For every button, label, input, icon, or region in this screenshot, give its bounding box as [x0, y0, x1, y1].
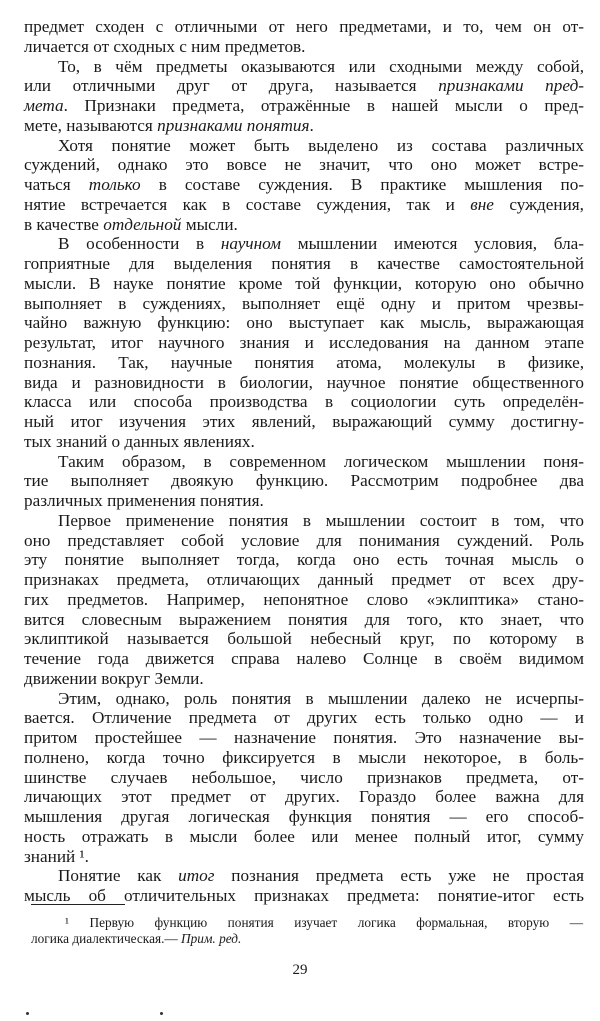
text-line	[24, 471, 584, 491]
scan-speck	[26, 1012, 29, 1015]
text-line	[24, 373, 584, 393]
text-line	[24, 787, 584, 807]
italic-text: итог	[178, 866, 215, 886]
text-segment: Хотя понятие может быть выделено из состава различных	[58, 135, 584, 155]
text-line	[24, 57, 584, 77]
text-segment: гоприятные для выделения понятия в качестве самостоятельной	[24, 254, 584, 273]
text-line	[24, 294, 584, 314]
italic-text: признаками понятия	[157, 115, 310, 135]
text-segment: познания предмета есть уже не простая	[214, 866, 584, 886]
text-line	[24, 313, 584, 333]
text-line	[24, 748, 584, 768]
text-segment: То, в чём предметы оказываются или сходными между собой,	[58, 56, 584, 76]
text-segment: вается. Отличение предмета от других есть только одно — и	[24, 708, 584, 728]
text-line	[24, 452, 584, 472]
body-text	[24, 17, 584, 906]
italic-text: вне	[470, 194, 494, 214]
text-segment: ность отражать в мысли более или менее полный итог, сумму	[24, 826, 584, 846]
text-segment: класса или способа производства в социологии суть определён-	[24, 392, 584, 412]
text-line	[24, 669, 584, 689]
text-line	[24, 531, 584, 551]
text-line	[24, 728, 584, 748]
text-line	[24, 76, 584, 96]
italic-text: только	[88, 175, 141, 194]
text-line	[24, 392, 584, 412]
text-segment: оно представляет собой условие для понимания суждений. Роль	[24, 530, 584, 550]
text-line	[24, 333, 584, 353]
text-line	[24, 195, 584, 215]
text-segment: знаний ¹.	[24, 846, 89, 866]
text-segment: личающих этот предмет от других. Гораздо более важна для	[24, 787, 584, 807]
text-line	[24, 432, 584, 452]
text-segment: мысли. В науке понятие кроме той функции, которую оно обычно	[24, 273, 584, 293]
text-segment: познания. Так, научные понятия атома, молекулы в физике,	[24, 352, 584, 372]
text-segment: тие выполняет двоякую функцию. Рассмотрим подробнее два	[24, 471, 584, 491]
text-line	[24, 274, 584, 294]
text-line	[24, 353, 584, 373]
footnote-divider	[31, 904, 125, 905]
text-segment: Таким образом, в современном логическом мышлении поня-	[58, 451, 584, 471]
text-segment: ный итог изучения этих явлений, выражающий сумму достигну-	[24, 412, 584, 431]
text-line	[24, 234, 584, 254]
text-line	[24, 708, 584, 728]
text-line	[24, 412, 584, 432]
text-segment: различных применения понятия.	[24, 491, 264, 510]
text-segment: Понятие как	[58, 866, 179, 886]
text-segment: чаться	[24, 175, 89, 194]
text-segment: личается от сходных с ним предметов.	[24, 36, 306, 56]
text-segment: в качестве	[24, 214, 104, 234]
text-line	[24, 96, 584, 116]
text-line	[24, 847, 584, 867]
text-line	[24, 768, 584, 788]
text-segment: логика диалектическая.—	[31, 931, 182, 946]
text-line	[24, 37, 584, 57]
text-segment: эклиптикой называется большой небесный круг, по которому в	[24, 629, 584, 649]
text-segment: . Признаки предмета, отражённые в нашей мысли о пред-	[63, 96, 584, 115]
text-line	[31, 931, 583, 947]
text-line	[24, 136, 584, 156]
text-segment: выполняет в суждениях, выполняет ещё одну и притом чрезвы-	[24, 293, 584, 313]
italic-text: Прим. ред.	[181, 931, 242, 946]
text-segment: эту понятие выполняет тогда, когда оно есть точная мысль о	[24, 550, 584, 570]
text-segment: мысли.	[181, 214, 238, 234]
text-segment: результат, итог научного знания и исследования на данном этапе	[24, 333, 584, 352]
text-line	[24, 590, 584, 610]
text-segment: мете, называются	[24, 115, 158, 135]
text-segment: движении вокруг Земли.	[24, 668, 204, 688]
page-number: 29	[292, 962, 308, 978]
text-line	[24, 570, 584, 590]
text-segment: течение года движется справа налево Солнце в своём видимом	[24, 649, 584, 668]
text-line	[24, 689, 584, 709]
text-segment: полнено, когда точно фиксируется в мысли некоторое, в боль-	[24, 747, 584, 767]
text-line	[24, 629, 584, 649]
scan-speck	[160, 1012, 163, 1015]
text-segment: мышлении имеются условия, бла-	[281, 234, 584, 254]
text-line	[24, 511, 584, 531]
text-line	[24, 649, 584, 669]
text-segment: мысль об отличительных признаках предмета: понятие-итог есть	[24, 886, 584, 905]
text-line	[24, 807, 584, 827]
italic-text: научном	[220, 234, 281, 254]
text-segment: шинстве случаев небольшое, число признаков предмета, от-	[24, 767, 584, 787]
text-line	[31, 915, 583, 931]
text-line	[24, 491, 584, 511]
text-segment: или отличными друг от друга, называется	[24, 76, 439, 96]
text-line	[24, 866, 584, 886]
text-segment: гих предметов. Например, непонятное слово «эклиптика» стано-	[24, 589, 584, 609]
text-segment: суждения,	[493, 194, 584, 214]
italic-text: признаками пред-	[438, 76, 584, 96]
text-line	[24, 886, 584, 906]
text-segment: Этим, однако, роль понятия в мышлении далеко не исчерпы-	[58, 688, 584, 708]
text-segment: притом простейшее — назначение понятия. Это назначение вы-	[24, 728, 584, 747]
text-segment: ¹ Первую функцию понятия изучает логика формальная, вторую —	[65, 915, 583, 930]
text-line	[24, 254, 584, 274]
text-segment: Первое применение понятия в мышлении состоит в том, что	[58, 510, 584, 530]
text-segment: в составе суждения. В практике мышления по-	[140, 175, 585, 194]
text-line	[24, 155, 584, 175]
text-segment: тых знаний о данных явлениях.	[24, 431, 255, 451]
text-segment: вида и разновидности в биологии, научное понятие общественного	[24, 372, 584, 392]
footnote	[31, 915, 583, 947]
text-line	[24, 215, 584, 235]
text-segment: предмет сходен с отличными от него предметами, и то, чем он от-	[24, 17, 584, 36]
text-segment: нятие встречается как в составе суждения, так и	[24, 194, 471, 214]
text-line	[24, 116, 584, 136]
text-line	[24, 827, 584, 847]
text-line	[24, 550, 584, 570]
text-segment: признаках предмета, отличающих данный предмет от всех дру-	[24, 570, 584, 589]
text-segment: мышления другая логическая функция понятия — его способ-	[24, 807, 584, 826]
text-segment: чайно важную функцию: оно выступает как мысль, выражающая	[24, 313, 584, 333]
text-segment: суждений, однако это вовсе не значит, что оно может встре-	[24, 155, 584, 175]
text-segment: .	[309, 115, 314, 135]
text-segment: вится словесным выражением понятия для того, кто знает, что	[24, 609, 584, 629]
italic-text: отдельной	[103, 214, 182, 234]
italic-text: мета	[24, 96, 64, 115]
text-line	[24, 610, 584, 630]
text-line	[24, 17, 584, 37]
text-segment: В особенности в	[58, 234, 221, 254]
text-line	[24, 175, 584, 195]
